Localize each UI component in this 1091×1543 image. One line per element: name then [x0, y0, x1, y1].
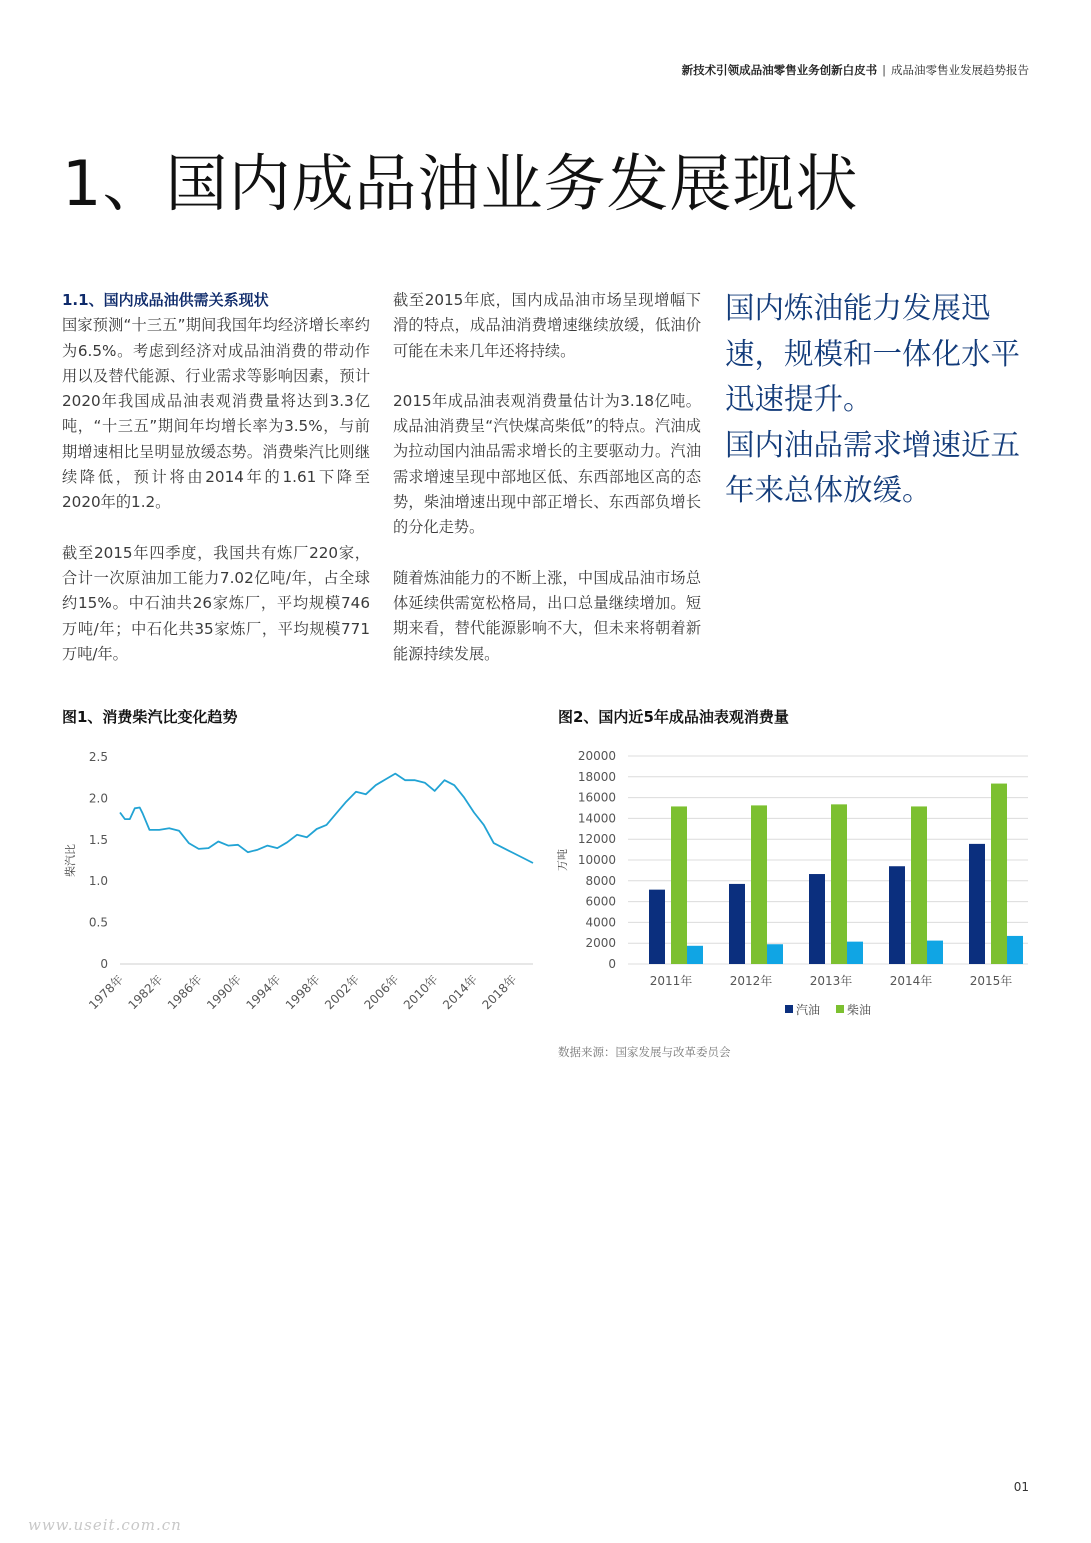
y-tick-label: 0	[608, 957, 616, 971]
y-tick-label: 10000	[577, 853, 616, 867]
bar-diesel	[751, 805, 767, 964]
legend-swatch-gasoline	[785, 1005, 793, 1013]
bar-series3	[767, 944, 783, 964]
paragraph: 随着炼油能力的不断上涨，中国成品油市场总体延续供需宽松格局，出口总量继续增加。短期来看，替代能源影响不大，但未来将朝着新能源持续发展。	[393, 568, 701, 663]
pull-quote-line: 国内炼油能力发展迅速，规模和一体化水平迅速提升。	[725, 291, 1021, 416]
y-tick-label: 8000	[585, 873, 616, 888]
bar-series3	[847, 942, 863, 964]
bar-chart-consumption	[550, 740, 1040, 1040]
pull-quote-line: 国内油品需求增速近五年来总体放缓。	[725, 427, 1021, 507]
body-column-1	[62, 288, 370, 692]
bar-gasoline	[889, 866, 905, 964]
y-tick-label: 12000	[577, 832, 616, 847]
legend-swatch-diesel	[836, 1005, 844, 1013]
series-line-diesel-gasoline-ratio	[120, 774, 533, 863]
x-tick-label: 2018年	[479, 972, 520, 1013]
x-tick-label: 2006年	[361, 972, 402, 1013]
y-tick-label: 0.5	[88, 915, 108, 930]
y-tick-label: 2000	[585, 936, 616, 951]
y-tick-label: 0	[100, 957, 108, 971]
figure-2-title: 图2、国内近5年成品油表观消费量	[558, 708, 789, 726]
body-column-2	[393, 288, 701, 692]
y-tick-label: 1.0	[88, 874, 108, 889]
paragraph: 2015年成品油表观消费量估计为3.18亿吨。成品油消费呈“汽快煤高柴低”的特点。汽油成为拉动国内油品需求增长的主要驱动力。汽油需求增速呈现中部地区低、东西部地区高的态势，柴油增速出现中部正增长、东西部负增长的分化走势。	[393, 391, 701, 537]
y-axis-label: 柴汽比	[64, 844, 77, 877]
y-tick-label: 4000	[585, 915, 616, 930]
x-tick-label: 2011年	[649, 974, 693, 988]
bar-gasoline	[649, 890, 665, 964]
x-tick-label: 2012年	[729, 974, 773, 988]
watermark: www.useit.com.cn	[28, 1516, 182, 1534]
bar-diesel	[911, 806, 927, 964]
paragraph: 国家预测“十三五”期间我国年均经济增长率约为6.5%。考虑到经济对成品油消费的带动作用以及替代能源、行业需求等影响因素，预计2020年我国成品油表观消费量将达到3.3亿吨，“十三五”期间年均增长率为3.5%，与前期增速相比呈明显放缓态势。消费柴汽比则继续降低，预计将由2014年的1.61下降至2020年的1.2。	[62, 316, 370, 512]
y-tick-label: 2.0	[88, 791, 108, 806]
section-subheading: 1.1、国内成品油供需关系现状	[62, 291, 269, 309]
paragraph: 截至2015年底，国内成品油市场呈现增幅下滑的特点，成品油消费增速继续放缓，低油价可能在未来几年还将持续。	[393, 291, 701, 360]
y-tick-label: 18000	[577, 769, 616, 784]
y-tick-label: 20000	[577, 749, 616, 763]
bar-series3	[1007, 936, 1023, 964]
page-title: 1、国内成品油业务发展现状	[62, 147, 859, 220]
bar-series3	[687, 946, 703, 964]
header-separator: |	[882, 63, 886, 77]
y-tick-label: 1.5	[88, 832, 108, 847]
data-source: 数据来源：国家发展与改革委员会	[558, 1045, 731, 1059]
pull-quote	[725, 286, 1045, 514]
y-tick-label: 2.5	[88, 750, 108, 764]
x-tick-label: 2010年	[400, 972, 441, 1013]
bar-diesel	[671, 806, 687, 964]
x-tick-label: 1986年	[164, 972, 205, 1013]
x-tick-label: 1978年	[86, 972, 127, 1013]
page-number: 01	[1013, 1480, 1029, 1494]
x-tick-label: 1982年	[125, 972, 166, 1013]
bar-diesel	[991, 784, 1007, 964]
running-header	[682, 62, 1029, 78]
x-tick-label: 1998年	[282, 972, 323, 1013]
line-chart-diesel-gasoline-ratio	[50, 740, 550, 1040]
x-tick-label: 2013年	[809, 974, 853, 988]
x-tick-label: 2015年	[969, 974, 1013, 988]
bar-gasoline	[729, 884, 745, 964]
header-section: 成品油零售业发展趋势报告	[891, 63, 1029, 77]
x-tick-label: 2002年	[322, 972, 363, 1013]
bar-series3	[927, 941, 943, 964]
report-title: 新技术引领成品油零售业务创新白皮书	[681, 63, 878, 77]
y-tick-label: 6000	[585, 894, 616, 909]
legend-label-gasoline: 汽油	[796, 1003, 821, 1017]
y-axis-label: 万吨	[556, 849, 569, 871]
bar-gasoline	[969, 844, 985, 964]
y-tick-label: 14000	[577, 811, 616, 826]
x-tick-label: 1990年	[204, 972, 245, 1013]
figure-1-title: 图1、消费柴汽比变化趋势	[62, 708, 238, 726]
x-tick-label: 2014年	[440, 972, 481, 1013]
bar-gasoline	[809, 874, 825, 964]
x-tick-label: 1994年	[243, 972, 284, 1013]
y-tick-label: 16000	[577, 790, 616, 805]
legend-label-diesel: 柴油	[847, 1003, 872, 1017]
bar-diesel	[831, 804, 847, 964]
paragraph: 截至2015年四季度，我国共有炼厂220家，合计一次原油加工能力7.02亿吨/年，占全球约15%。中石油共26家炼厂，平均规模746万吨/年；中石化共35家炼厂，平均规模771万吨/年。	[62, 543, 370, 663]
x-tick-label: 2014年	[889, 974, 933, 988]
